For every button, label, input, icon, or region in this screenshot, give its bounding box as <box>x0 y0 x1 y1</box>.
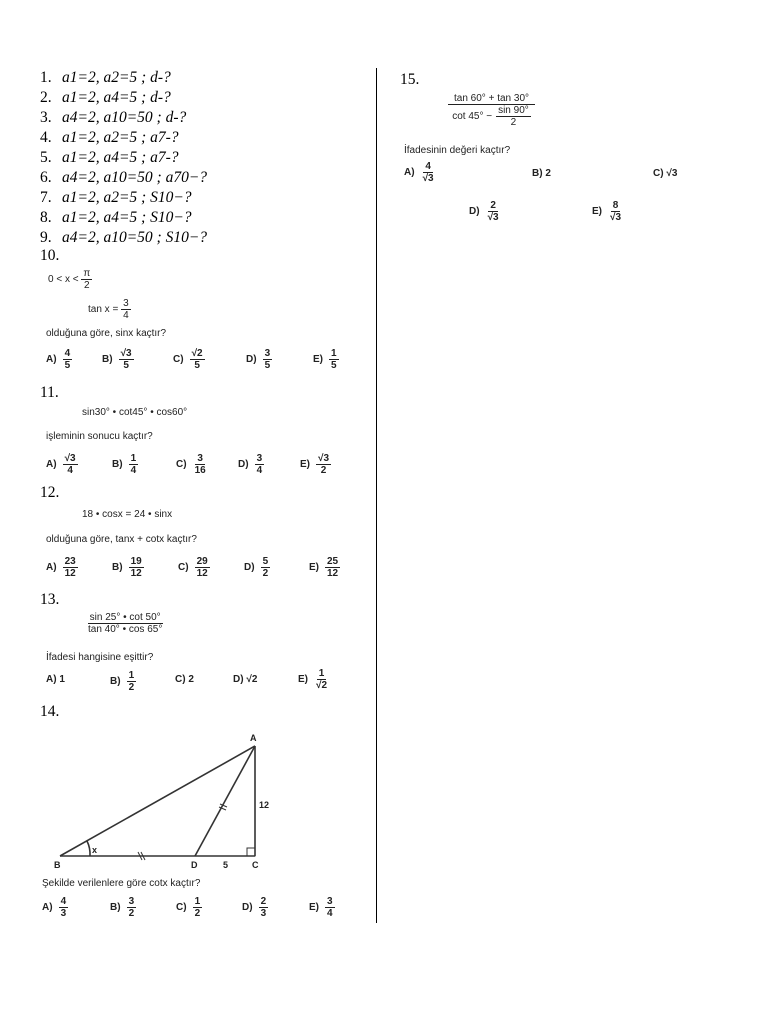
pi-over-two: $\frac{\pi}{2}$ <box>83 268 91 291</box>
vertex-a-label: A <box>250 733 257 743</box>
sequence-problem-list <box>40 68 370 248</box>
q12-question: olduğuna göre, tanx + cotx kaçtır? <box>46 534 197 545</box>
list-item: 1. a1=2, a2=5 ; d-? <box>40 69 171 86</box>
q14-option-a: A) $\frac{4}{3}$ <box>42 896 67 919</box>
list-item: 5. a1=2, a4=5 ; a7-? <box>40 149 179 166</box>
q15-option-d: D) $\frac{2}{√3}$ <box>469 200 499 223</box>
q13-option-a: A) 1 <box>46 674 65 685</box>
list-item: 8. a1=2, a4=5 ; S10−? <box>40 209 192 226</box>
q11-question: işleminin sonucu kaçtır? <box>46 431 153 442</box>
question-number: 13. <box>40 591 60 608</box>
q15-option-a: A) $\frac{4}{√3}$ <box>404 161 434 184</box>
vertex-b-label: B <box>54 860 61 870</box>
q15-option-c: C) √3 <box>653 168 678 179</box>
q15-option-e: E) $\frac{8}{√3}$ <box>592 200 622 223</box>
side-ac-length: 12 <box>259 800 270 810</box>
right-angle-mark <box>247 848 255 856</box>
question-number: 12. <box>40 484 60 501</box>
list-item: 7. a1=2, a2=5 ; S10−? <box>40 189 192 206</box>
q12-option-a: A) $\frac{23}{12}$ <box>46 556 76 579</box>
q11-expression: sin30° • cot45° • cos60° <box>82 407 188 418</box>
q15-question: İfadesinin değeri kaçtır? <box>404 145 511 156</box>
q11-option-a: A) $\frac{√3}{4}$ <box>46 453 76 476</box>
q12-expression: 18 • cosx = 24 • sinx <box>82 509 173 520</box>
q10-option-d: D) $\frac{3}{5}$ <box>246 348 271 371</box>
q14-option-b: B) $\frac{3}{2}$ <box>110 896 135 919</box>
q14-option-e: E) $\frac{3}{4}$ <box>309 896 333 919</box>
vertex-c-label: C <box>252 860 259 870</box>
q13-option-d: D) √2 <box>233 674 258 685</box>
list-item: 3. a4=2, a10=50 ; d-? <box>40 109 187 126</box>
q15-expression: tan 60° + tan 30° cot 45° − $\frac{\sin 90^\circ}{2}$ <box>448 93 535 128</box>
q11-option-b: B) $\frac{1}{4}$ <box>112 453 137 476</box>
q13-option-e: E) $\frac{1}{√2}$ <box>298 668 328 691</box>
list-item: 9. a4=2, a10=50 ; S10−? <box>40 229 208 246</box>
vertex-d-label: D <box>191 860 198 870</box>
q11-option-d: D) $\frac{3}{4}$ <box>238 453 263 476</box>
list-item: 4. a1=2, a2=5 ; a7-? <box>40 129 179 146</box>
angle-x-arc <box>87 841 90 856</box>
question-number: 10. <box>40 247 60 264</box>
q10-question: olduğuna göre, sinx kaçtır? <box>46 328 167 339</box>
q14-question: Şekilde verilenlere göre cotx kaçtır? <box>42 878 201 889</box>
q10-option-a: A) $\frac{4}{5}$ <box>46 348 71 371</box>
q10-option-e: E) $\frac{1}{5}$ <box>313 348 337 371</box>
q11-option-e: E) $\frac{√3}{2}$ <box>300 453 330 476</box>
question-number: 14. <box>40 703 60 720</box>
q12-option-d: D) $\frac{5}{2}$ <box>244 556 269 579</box>
q12-option-e: E) $\frac{25}{12}$ <box>309 556 339 579</box>
q14-option-c: C) $\frac{1}{2}$ <box>176 896 201 919</box>
q14-option-d: D) $\frac{2}{3}$ <box>242 896 267 919</box>
question-number: 11. <box>40 384 59 401</box>
q10-option-c: C) $\frac{√2}{5}$ <box>173 348 203 371</box>
q10-condition: 0 < x < $\frac{\pi}{2}$ <box>48 268 91 291</box>
angle-x-label: x <box>92 845 98 855</box>
column-divider <box>376 68 377 923</box>
q13-option-b: B) $\frac{1}{2}$ <box>110 670 135 693</box>
triangle-figure <box>40 728 340 874</box>
q12-option-b: B) $\frac{19}{12}$ <box>112 556 142 579</box>
q13-expression: $\frac{\sin 25^\circ • \cot 50^\circ}{\tan 40^\circ • \cos 65^\circ}$ <box>88 612 163 635</box>
list-item: 2. a1=2, a4=5 ; d-? <box>40 89 171 106</box>
q13-question: İfadesi hangisine eşittir? <box>46 652 154 663</box>
q10-tan: tan x = $\frac{3}{4}$ <box>88 298 129 321</box>
q15-option-b: B) 2 <box>532 168 551 179</box>
q12-option-c: C) $\frac{29}{12}$ <box>178 556 208 579</box>
q11-option-c: C) $\frac{3}{16}$ <box>176 453 206 476</box>
segment-dc-length: 5 <box>223 860 229 870</box>
list-item: 6. a4=2, a10=50 ; a70−? <box>40 169 208 186</box>
q13-option-c: C) 2 <box>175 674 194 685</box>
q10-option-b: B) $\frac{√3}{5}$ <box>102 348 132 371</box>
question-number: 15. <box>400 71 420 88</box>
